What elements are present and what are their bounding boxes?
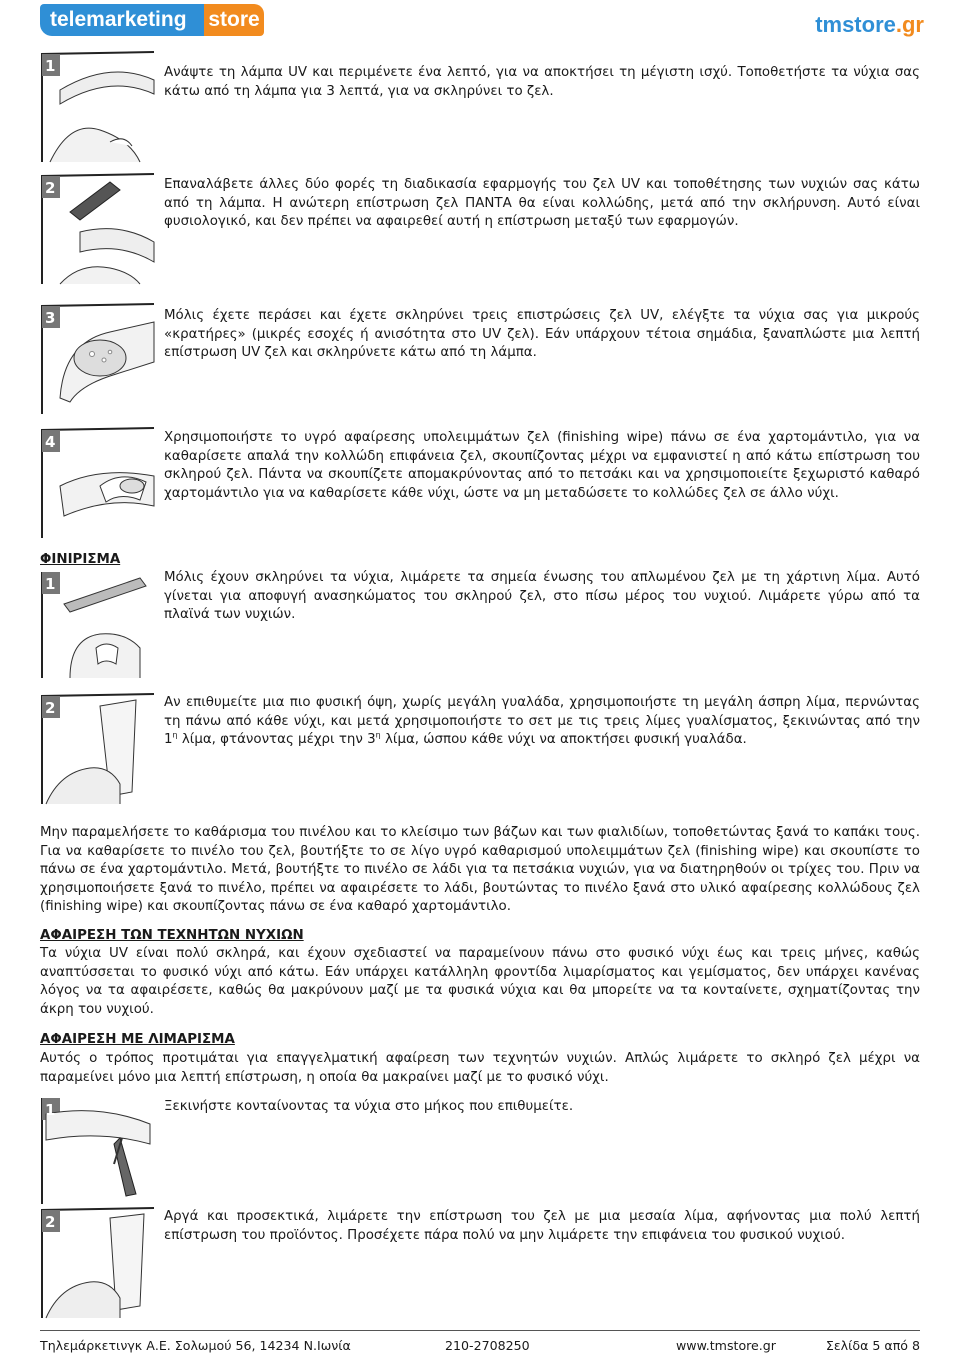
footer-website[interactable]: www.tmstore.gr (676, 1338, 776, 1353)
section-heading-removal: ΑΦΑΙΡΕΣΗ ΤΩΝ ΤΕΧΝΗΤΩΝ ΝΥΧΙΩΝ (40, 928, 304, 943)
step-number: 4 (45, 433, 56, 451)
logo-text-left: telemarketing (40, 4, 208, 36)
step-number: 1 (45, 1101, 56, 1119)
step-illustration-finishing-wipe (40, 426, 156, 540)
step-text-check-craters: Μόλις έχετε περάσει και έχετε σκληρύνει τρεις επιστρώσεις ζελ UV, ελέγξτε τα νύχια σας για μικρούς «κρατήρες» (μικρές εσοχές ή ανισότητα στο UV ζελ). Εάν υπάρχουν τέτοια σημάδια, ξαναπλώστε μια λεπτή επίστρωση UV ζελ και σκληρύνετε κάτω από τη λάμπα. (164, 308, 920, 361)
step-text-buffing (164, 694, 920, 750)
step-illustration-uv-lamp (40, 50, 156, 164)
step-text-finishing-wipe: Χρησιμοποιήστε το υγρό αφαίρεσης υπολειμμάτων ζελ (finishing wipe) πάνω σε ένα χαρτομάντιλο, για να καθαρίσετε απαλά την κολλώδη επιφάνεια ζελ, σκουπίζοντας μέχρι να εμφανιστεί η από κάτω επίστρωση του σκληρού ζελ. Πάντα να σκουπίζετε απομακρύνοντας από το πετσάκι και να χρησιμοποιείτε ξεχωριστό καθαρό χαρτομάντιλο για να καθαρίσετε κάθε νύχι, ώστε να μη μεταδώσετε το κολλώδες ζελ σε άλλο νύχι. (164, 430, 920, 501)
buffing-text-part-b: λίμα, φτάνοντας μέχρι την 3 (177, 732, 376, 748)
step-illustration-repeat-gel (40, 172, 156, 286)
step-text-filing-edges: Μόλις έχουν σκληρύνει τα νύχια, λιμάρετε τα σημεία ένωσης του απλωμένου ζελ με τη χάρτινη λίμα. Αυτό γίνεται για αποφυγή ανασηκώματος του σκληρού ζελ, στο πίσω μέρος του νυχιού. Λιμάρετε γύρω από τα πλαϊνά των νυχιών. (164, 570, 920, 623)
step-text-file-gel: Αργά και προσεκτικά, λιμάρετε την επίστρωση του ζελ με μια μεσαία λίμα, αφήνοντας μια πολύ λεπτή επίστρωση του προϊόντος. Προσέχετε πάρα πολύ να μην λιμάρετε την επιφάνεια του φυσικού νυχιού. (164, 1209, 920, 1243)
step-illustration-file-gel (40, 1206, 156, 1320)
filing-removal-paragraph: Αυτός ο τρόπος προτιμάται για επαγγελματική αφαίρεση των τεχνητών νυχιών. Απλώς λιμάρετε το σκληρό ζελ μέχρι να παραμείνει μόνο μια λεπτή επίστρωση, η οποία θα μακραίνει μαζί με το φυσικό νύχι. (40, 1051, 920, 1085)
step-number: 2 (45, 1213, 56, 1231)
step-text-clip-nails: Ξεκινήστε κονταίνοντας τα νύχια στο μήκος που επιθυμείτε. (164, 1099, 574, 1114)
step-number: 2 (45, 699, 56, 717)
step-number: 1 (45, 575, 56, 593)
section-heading-filing-removal: ΑΦΑΙΡΕΣΗ ΜΕ ΛΙΜΑΡΙΣΜΑ (40, 1032, 235, 1047)
superscript-2: η (375, 730, 381, 740)
buffing-text-part-c: λίμα, ώσπου κάθε νύχι να αποκτήσει φυσική γυαλάδα. (380, 732, 747, 748)
superscript-1: η (172, 730, 178, 740)
step-number: 2 (45, 179, 56, 197)
step-illustration-buffing (40, 692, 156, 806)
telemarketing-store-logo (40, 4, 264, 40)
section-heading-filing: ΦΙΝΙΡΙΣΜΑ (40, 552, 121, 567)
step-illustration-check-craters (40, 302, 156, 416)
step-illustration-clip-nails (40, 1094, 156, 1206)
step-illustration-filing-edges (40, 568, 156, 680)
logo-text-right: store (204, 4, 264, 36)
step-number: 1 (45, 57, 56, 75)
footer-phone: 210-2708250 (445, 1338, 530, 1353)
step-text-repeat-gel: Επαναλάβετε άλλες δύο φορές τη διαδικασία εφαρμογής του ζελ UV και τοποθέτησης των νυχιών σας κάτω από τη λάμπα. Η ανώτερη επίστρωση ζελ ΠΑΝΤΑ θα είναι κολλώδης, μετά από την σκλήρυνση. Αυτό είναι φυσιολογικό, και δεν πρέπει να αφαιρεθεί αυτή η επίστρωση μεταξύ των εφαρμογών. (164, 177, 920, 230)
site-name-main: tmstore (815, 12, 896, 37)
footer-company: Τηλεμάρκετινγκ Α.Ε. Σολωμού 56, 14234 Ν.Ιωνία (40, 1338, 351, 1353)
step-number: 3 (45, 309, 56, 327)
brush-cleaning-paragraph: Μην παραμελήσετε το καθάρισμα του πινέλου και το κλείσιμο των βάζων και των φιαλιδίων, τοποθετώντας ξανά το καπάκι τους. Για να καθαρίσετε το πινέλο του ζελ, βουτήξτε το σε λίγο υγρό καθαρισμού υπολειμμάτων ζελ (finishing wipe) και σκουπίστε το πάνω σε ένα χαρτομάντιλο. Μετά, βουτήξτε το πινέλο σε λάδι για τα πετσάκια νυχιών, για να διατηρηθούν οι τρίχες του. Πριν να χρησιμοποιήσετε ξανά το πινέλο, πρέπει να αφαιρέσετε το λάδι, βουτώντας το πινέλο ξανά στο υλικό αφαίρεσης κολλώδους ζελ (finishing wipe) και σκουπίζοντας πάνω σε ένα καθαρό χαρτομάντιλο. (40, 825, 920, 915)
site-name-tld: .gr (895, 12, 924, 37)
buffing-text-part-a: Αν επιθυμείτε μια πιο φυσική όψη, χωρίς μεγάλη γυαλάδα, χρησιμοποιήστε τη μεγάλη άσπρη λίμα, περνώντας τη πάνω από κάθε νύχι, και μετά χρησιμοποιήστε το σετ με τις τρεις λίμες γυαλίσματος, ξεκινώντας από την 1 (164, 695, 920, 748)
site-name (815, 12, 924, 38)
removal-paragraph: Τα νύχια UV είναι πολύ σκληρά, και έχουν σχεδιαστεί να παραμείνουν πάνω στο φυσικό νύχι έως και τρεις μήνες, καθώς αναπτύσσεται το φυσικό νύχι από κάτω. Εάν υπάρχει κατάλληλη φροντίδα λιμαρίσματος και γεμίσματος, δεν υπάρχει κανένας λόγος να τα αφαιρέσετε, καθώς θα μακρύνουν μαζί με τα φυσικά νύχια και θα μπορείτε να τα κονταίνετε, σχηματίζοντας την άκρη του νυχιού. (40, 946, 920, 1017)
footer-divider (40, 1330, 920, 1331)
step-text-uv-lamp: Ανάψτε τη λάμπα UV και περιμένετε ένα λεπτό, για να αποκτήσει τη μέγιστη ισχύ. Τοποθετήστε τα νύχια σας κάτω από τη λάμπα για 3 λεπτά, για να σκληρύνει το ζελ. (164, 65, 920, 99)
footer-page-number: Σελίδα 5 από 8 (825, 1338, 920, 1353)
